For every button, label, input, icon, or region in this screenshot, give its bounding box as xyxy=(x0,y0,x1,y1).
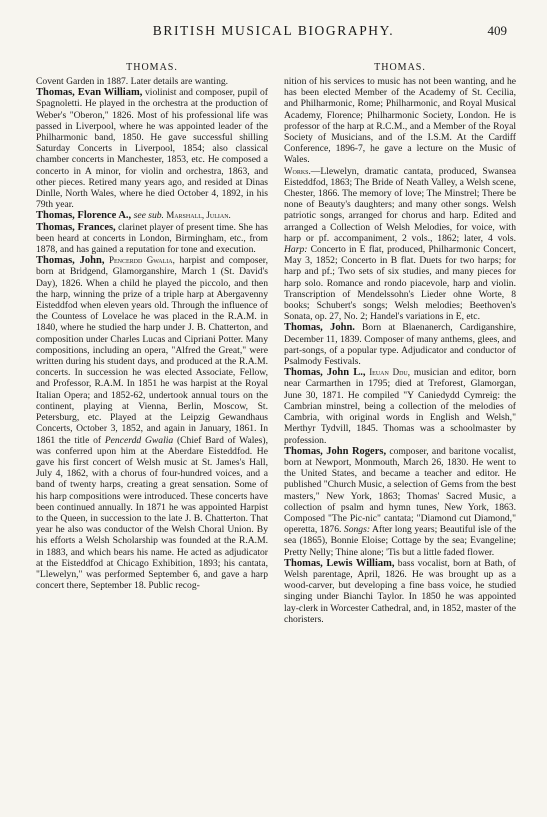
entry-headword: Thomas, Evan William, xyxy=(36,87,143,99)
page-title: BRITISH MUSICAL BIOGRAPHY. xyxy=(152,23,395,38)
entry-lewis-william-thomas xyxy=(284,558,516,625)
cross-reference-label: see sub. xyxy=(131,210,164,222)
entry-headword: Thomas, Frances, xyxy=(36,221,116,233)
entry-text-continued: After long years; Beautiful isle of the sea (1865), Bonnie Eloise; Cottage by the sea; Evangeline; Pretty Nelly; Thine alone; 'Tis but a little faded flower. xyxy=(284,524,516,558)
bardic-name: Pencerdd Gwalia, xyxy=(104,255,175,266)
entry-text: clarinet player of present time. She has been heard at concerts in London, Birmingham, etc., from 1878, and has gained a reputation for tone and execution. xyxy=(36,221,268,256)
entry-headword: Thomas, John Rogers, xyxy=(284,445,387,457)
entry-john-l-thomas xyxy=(284,367,516,445)
entry-text: bass vocalist, born at Bath, of Welsh parentage, April, 1826. He was brought up as a wood-carver, but developing a fine bass voice, he studied singing under Bianchi Taylor. In 1850 he was appointed lay-clerk in Worcester Cathedral, and, in 1852, master of the choristers. xyxy=(284,557,517,625)
entry-john-thomas-blaenanerch xyxy=(284,322,516,367)
running-head xyxy=(36,20,511,42)
right-column xyxy=(284,76,516,625)
entry-text: composer, and baritone vocalist, born at Newport, Monmouth, March 26, 1830. He went to the United States, and became a teacher and editor. He published "Church Music, a selection of Gems from the best masters," New York, 1863; Thomas' Sacred Music, a collection of psalm and hymn tunes, New York, 1863. Composed "The Pic-nic" cantata; "Diamond cut Diamond," operetta, 1876. xyxy=(284,445,516,536)
entry-text: musician and editor, born near Carmarthen in 1795; died at Treforest, Glamorgan, June 30, 1871. He compiled "Y Caniedydd Cymreig: the Cambrian minstrel, being a collection of the melodies of Cambria, with original words in English and Welsh," Merthyr Tydvill, 1845. Thomas was a schoolmaster by profession. xyxy=(284,367,516,446)
songs-label: Songs: xyxy=(343,524,371,536)
continued-text: nition of his services to music has not been wanting, and he has been elected Member of the Academy of St. Cecilia, and Philharmonic, Rome; Philharmonic, and Royal Musical Academy, Florence; Philharmonic Society, London. He is professor of the harp at R.C.M., and a Member of the Royal Society of Musicians, and of the I.S.M. At the Cardiff Conference, 1896-7, he gave a lecture on the Music of Wales. xyxy=(284,76,516,166)
entry-frances-thomas xyxy=(36,222,268,256)
entry-headword: Thomas, John L., xyxy=(284,367,366,379)
entry-headword: Thomas, John. xyxy=(284,322,355,334)
works-list xyxy=(284,166,516,323)
page-number: 409 xyxy=(487,23,507,38)
continued-text: Covent Garden in 1887. Later details are wanting. xyxy=(36,76,229,87)
entry-text: violinist and composer, pupil of Spagnoletti. He played in the orchestra at the production of Weber's "Oberon," 1826. Most of his professional life was passed in Liverpool, where he was appointed leader of the Philharmonic band, 1850. He gave successful shilling Saturday Concerts in Liverpool, 1854; also classical chamber concerts in Manchester, 1853, etc. He composed a concerto in A minor, for violin and orchestra, 1863, and other pieces. Retired many years ago, and resided at Dinas Dinlle, North Wales, where he died October 4, 1892, in his 79th year. xyxy=(36,87,268,211)
works-text-continued: Concerto in E flat, produced, Philharmonic Concert, May 3, 1852; Concerto in B flat. Duets for two harps; for harp and pf.; Two sets of six studies, and many pieces for harp solo. Romance and rondo piacevole, harp and violin. Transcription of Mendelssohn's Lieder ohne Worte, 8 books; Schubert's songs; Welsh melodies; Beethoven's Sonata, op. 27, No. 2; Handel's variations in E, etc. xyxy=(284,244,516,323)
entry-headword: Thomas, Florence A., xyxy=(36,210,132,222)
entry-john-rogers-thomas xyxy=(284,446,516,558)
entry-headword: Thomas, John, xyxy=(36,255,105,267)
right-column-heading: THOMAS. xyxy=(374,62,426,73)
entry-john-thomas-pencerdd-gwalia xyxy=(36,255,268,591)
bardic-title: Pencerdd Gwalia xyxy=(104,434,174,446)
harp-label: Harp: xyxy=(284,244,308,256)
cross-reference-target: Marshall, Julian. xyxy=(163,210,231,221)
works-text: —Llewelyn, dramatic cantata, produced, Swansea Eisteddfod, 1863; The Bride of Neath Valley, a Welsh scene, Chester, 1866. The memory of love; The Minstrel; There be none of Beauty's daughters; and many other songs. Welsh patriotic songs, arranged for chorus and harp. Edited and arranged a Collection of Welsh Melodies, for voice, with harp or pf. accompaniment, 2 vols., 1862; later, 4 vols. xyxy=(284,165,516,244)
entry-evan-william-thomas xyxy=(36,87,268,210)
entry-headword: Thomas, Lewis William, xyxy=(284,557,395,569)
works-label: Works. xyxy=(284,165,311,176)
bardic-name: Ieuan Ddu, xyxy=(365,367,410,378)
left-column-heading: THOMAS. xyxy=(126,62,178,73)
entry-text: harpist and composer, born at Bridgend, Glamorganshire, March 1 (St. David's Day), 1826. When a child he played the piccolo, and then the harp, winning the prize of a triple harp at Abergavenny Eisteddfod when eleven years old. Through the influence of the Countess of Lovelace he was placed in the R.A.M. in 1840, where he studied the harp under J. B. Chatterton, and composition under Charles Lucas and Cipriani Potter. Many compositions, including an opera, "Alfred the Great," were written during his student days, and produced at the R.A.M. concerts. In succession he was elected Associate, Fellow, and Professor, R.A.M. In 1851 he was harpist at the Royal Italian Opera; and 1852-62, undertook annual tours on the continent, playing at Vienna, Berlin, Moscow, St. Petersburg, etc. Played at the Leipzig Gewandhaus Concerts, October 3, 1852, and again in January, 1861. In 1861 the title of xyxy=(36,255,268,446)
entry-florence-thomas xyxy=(36,210,268,221)
entry-text: Born at Blaenanerch, Cardiganshire, December 11, 1839. Composer of many anthems, glees, and part-songs, of a popular type. Adjudicator and conductor of Psalmody Festivals. xyxy=(284,322,516,368)
left-column xyxy=(36,76,268,591)
entry-text-continued: (Chief Bard of Wales), was conferred upon him at the Aberdare Eisteddfod. He gave his first concert of Welsh music at St. James's Hall, July 4, 1862, with a chorus of four-hundred voices, and a band of twenty harps, creating a great sensation. Some of his harp compositions were introduced. These concerts have been continued annually. In 1871 he was appointed Harpist to the Queen, in succession to the late J. B. Chatterton. That year he also was conductor of the Welsh Choral Union. By his efforts a Welsh Scholarship was founded at the R.A.M. in 1883, and which bears his name. He acted as adjudicator at the Eisteddfod at Chicago Exhibition, 1893; his cantata, "Llewelyn," was performed September 6, and gave a harp concert there, September 18. Public recog- xyxy=(36,434,268,592)
